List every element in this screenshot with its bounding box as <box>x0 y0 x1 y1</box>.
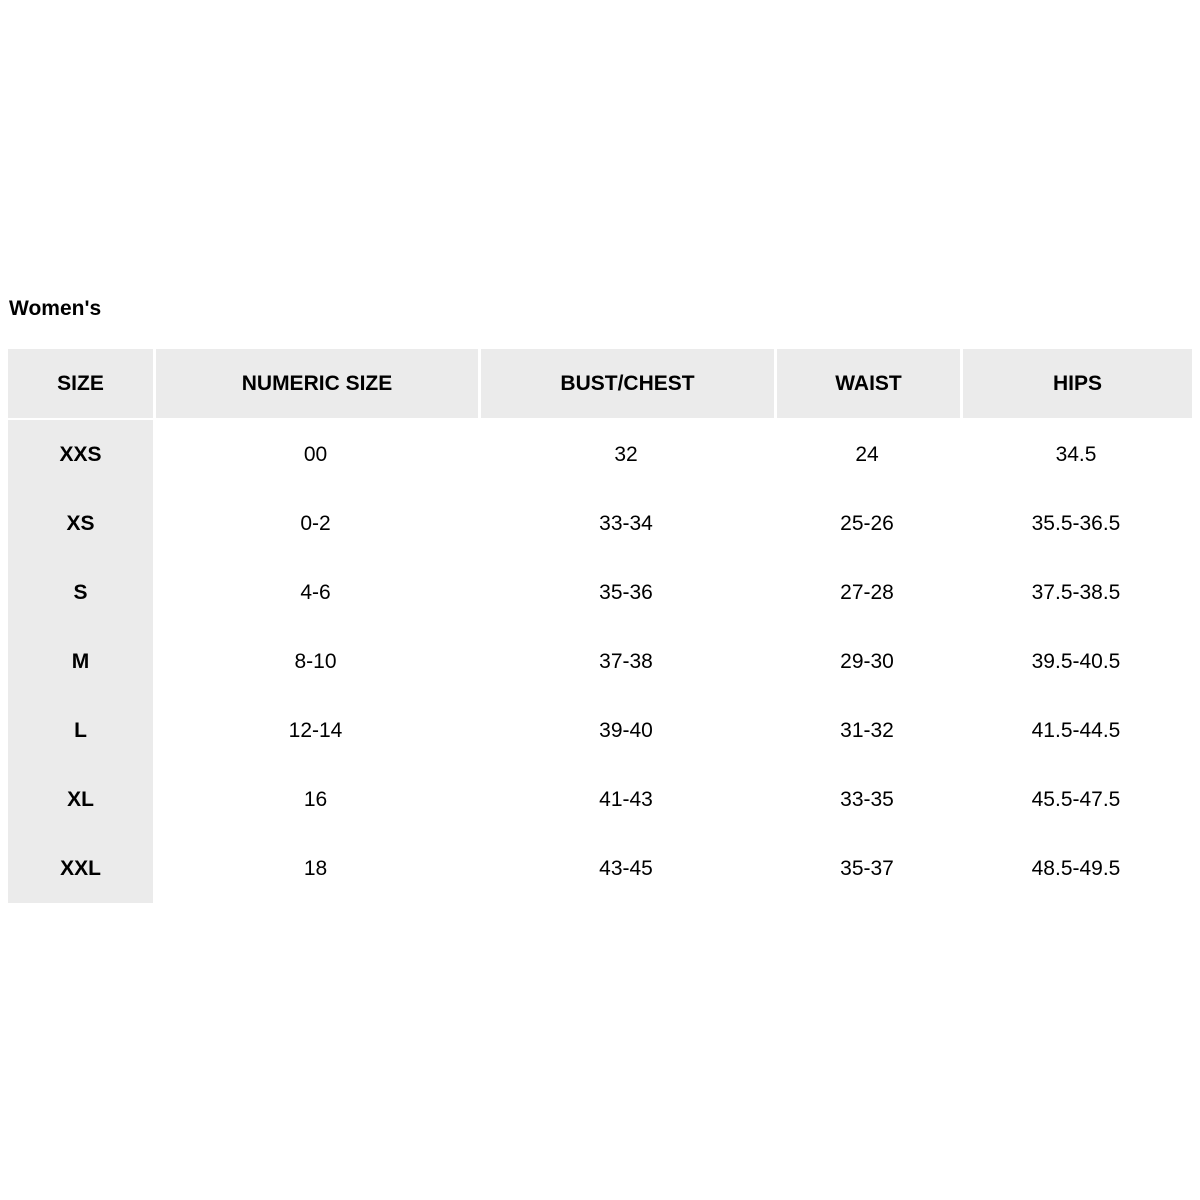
hips-cell: 39.5-40.5 <box>1031 649 1121 673</box>
bust-chest-cell: 39-40 <box>599 718 653 742</box>
numeric-size-cell: 0-2 <box>300 511 331 535</box>
table-row <box>8 558 1192 627</box>
size-cell: XL <box>8 765 153 834</box>
numeric-size-cell: 16 <box>303 787 328 811</box>
size-cell: XS <box>8 489 153 558</box>
size-cell: M <box>8 627 153 696</box>
numeric-size-cell: 4-6 <box>300 580 331 604</box>
size-cell: XXL <box>8 834 153 903</box>
waist-cell: 24 <box>855 442 879 466</box>
numeric-size-cell: 12-14 <box>288 718 343 742</box>
column-header-hips: HIPS <box>960 349 1192 420</box>
hips-cell: 35.5-36.5 <box>1031 511 1121 535</box>
size-cell: S <box>8 558 153 627</box>
bust-chest-cell: 41-43 <box>599 787 653 811</box>
waist-cell: 27-28 <box>840 580 894 604</box>
table-row <box>8 765 1192 834</box>
table-header-row <box>8 349 1192 420</box>
waist-cell: 29-30 <box>840 649 894 673</box>
hips-cell: 48.5-49.5 <box>1031 856 1121 880</box>
numeric-size-cell: 8-10 <box>294 649 337 673</box>
bust-chest-cell: 43-45 <box>599 856 653 880</box>
waist-cell: 33-35 <box>840 787 894 811</box>
table-row <box>8 696 1192 765</box>
hips-cell: 34.5 <box>1055 442 1097 466</box>
table-row <box>8 627 1192 696</box>
table-row <box>8 489 1192 558</box>
column-header-waist: WAIST <box>774 349 960 420</box>
bust-chest-cell: 35-36 <box>599 580 653 604</box>
column-header-numeric-size: NUMERIC SIZE <box>153 349 478 420</box>
waist-cell: 35-37 <box>840 856 894 880</box>
waist-cell: 25-26 <box>840 511 894 535</box>
size-cell: L <box>8 696 153 765</box>
hips-cell: 37.5-38.5 <box>1031 580 1121 604</box>
column-header-bust-chest: BUST/CHEST <box>478 349 774 420</box>
table-row <box>8 420 1192 489</box>
bust-chest-cell: 32 <box>614 442 638 466</box>
hips-cell: 45.5-47.5 <box>1031 787 1121 811</box>
size-chart-table <box>8 349 1192 903</box>
bust-chest-cell: 33-34 <box>599 511 653 535</box>
numeric-size-cell: 00 <box>303 442 328 466</box>
table-row <box>8 834 1192 903</box>
waist-cell: 31-32 <box>840 718 894 742</box>
section-title: Women's <box>9 297 102 320</box>
size-cell: XXS <box>8 420 153 489</box>
column-header-size: SIZE <box>8 349 153 420</box>
numeric-size-cell: 18 <box>303 856 328 880</box>
hips-cell: 41.5-44.5 <box>1031 718 1121 742</box>
bust-chest-cell: 37-38 <box>599 649 653 673</box>
